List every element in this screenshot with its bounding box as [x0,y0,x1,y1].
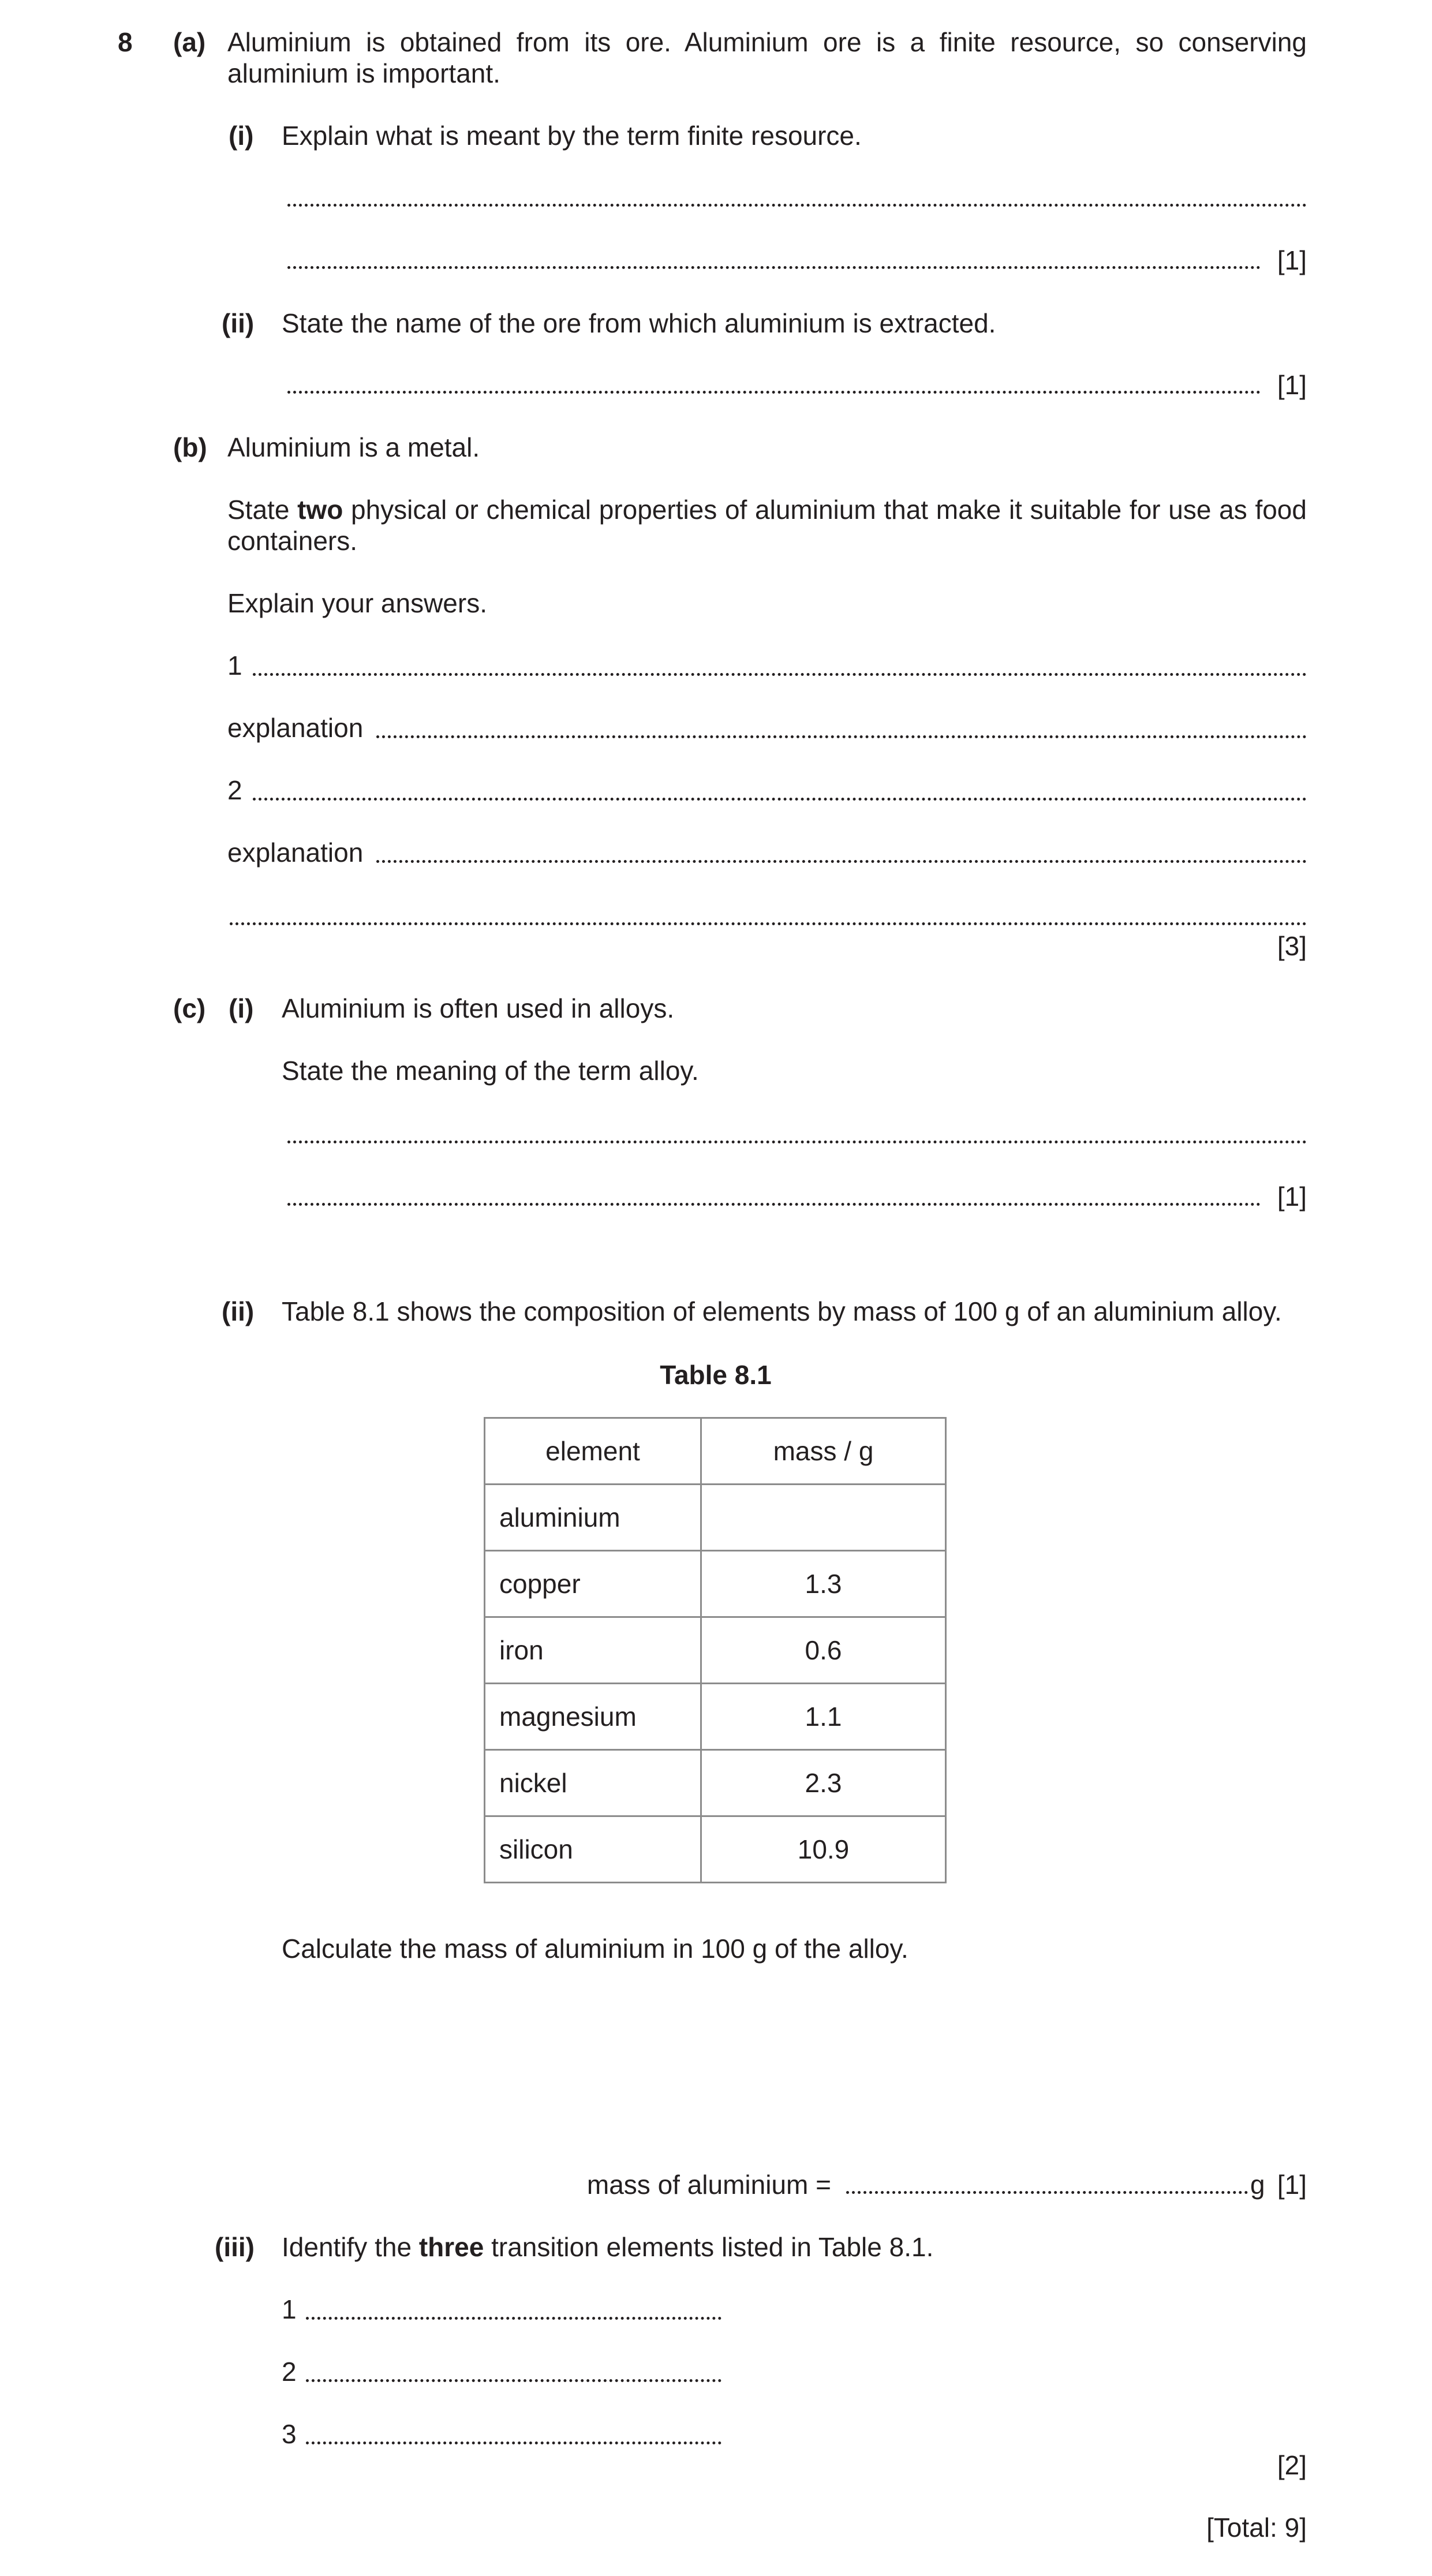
answer-line-c-i-2[interactable] [287,1203,1261,1206]
part-c-iii-item3-label: 3 [282,2419,297,2449]
part-c-iii-text: Identify the three transition elements listed in Table 8.1. [282,2232,934,2262]
marks-c-i: [1] [1277,1182,1307,1212]
answer-line-a-ii[interactable] [287,391,1261,394]
answer-line-a-i-2[interactable] [287,266,1261,269]
table-row [485,1485,946,1551]
part-a-stem-line2: aluminium is important. [227,58,500,88]
answer-line-mass-aluminium[interactable] [846,2191,1248,2194]
cell-mass: 10.9 [701,1816,946,1883]
answer-line-b-explanation1[interactable] [376,735,1307,738]
part-b-text3: Explain your answers. [227,588,487,618]
answer-line-b-2[interactable] [253,798,1307,801]
table-title: Table 8.1 [660,1360,772,1390]
table-header-row [485,1418,946,1485]
answer-line-b-extra[interactable] [230,922,1307,925]
cell-mass [701,1485,946,1551]
part-a-ii-label: (ii) [222,308,255,338]
marks-c-ii: [1] [1277,2170,1307,2200]
marks-a-ii: [1] [1277,370,1307,400]
marks-a-i: [1] [1277,245,1307,275]
answer-line-b-1[interactable] [253,673,1307,676]
answer-line-c-iii-3[interactable] [306,2442,721,2444]
part-c-ii-text: Table 8.1 shows the composition of elements by mass of 100 g of an aluminium alloy. [282,1296,1282,1326]
answer-unit-g: g [1250,2170,1265,2200]
part-b-explanation1-label: explanation [227,713,364,743]
marks-c-iii: [2] [1277,2450,1307,2480]
cell-mass: 1.1 [701,1684,946,1750]
part-a-i-text: Explain what is meant by the term finite resource. [282,121,862,151]
cell-element: copper [485,1551,701,1617]
part-c-i-text2: State the meaning of the term alloy. [282,1056,699,1086]
cell-mass: 1.3 [701,1551,946,1617]
cell-element: nickel [485,1750,701,1816]
header-mass: mass / g [701,1418,946,1485]
part-b-item2-label: 2 [227,775,242,805]
part-c-iii-item2-label: 2 [282,2357,297,2387]
answer-line-b-explanation2[interactable] [376,860,1307,863]
table-row [485,1816,946,1883]
total-marks: [Total: 9] [1206,2513,1307,2543]
part-b-explanation2-label: explanation [227,838,364,868]
part-c-iii-item1-label: 1 [282,2294,297,2324]
table-row [485,1750,946,1816]
part-a-label: (a) [173,27,206,57]
part-a-i-label: (i) [229,121,254,151]
table-row [485,1684,946,1750]
answer-label-mass-aluminium: mass of aluminium = [586,2170,831,2200]
part-b-label: (b) [173,432,207,462]
part-a-stem-line1: Aluminium is obtained from its ore. Aluminium ore is a finite resource, so conserving [227,27,1307,57]
part-c-iii-label: (iii) [215,2232,255,2262]
question-number: 8 [118,27,133,57]
marks-b: [3] [1277,931,1307,961]
answer-line-a-i-1[interactable] [287,204,1307,207]
part-b-text2-line1: State two physical or chemical properties of aluminium that make it suitable for use as food [227,495,1307,525]
cell-element: silicon [485,1816,701,1883]
part-a-ii-text: State the name of the ore from which aluminium is extracted. [282,308,996,338]
part-c-ii-calc-text: Calculate the mass of aluminium in 100 g of the alloy. [282,1934,908,1964]
cell-element: magnesium [485,1684,701,1750]
answer-line-c-iii-1[interactable] [306,2317,721,2320]
cell-mass: 0.6 [701,1617,946,1684]
header-element: element [485,1418,701,1485]
part-c-label: (c) [173,993,206,1023]
part-b-item1-label: 1 [227,650,242,681]
part-c-i-label: (i) [229,993,254,1023]
cell-element: aluminium [485,1485,701,1551]
part-c-ii-label: (ii) [222,1296,255,1326]
composition-table [484,1417,947,1883]
cell-mass: 2.3 [701,1750,946,1816]
part-c-i-text1: Aluminium is often used in alloys. [282,993,675,1023]
part-b-text1: Aluminium is a metal. [227,432,480,462]
answer-line-c-iii-2[interactable] [306,2379,721,2382]
table-row [485,1551,946,1617]
cell-element: iron [485,1617,701,1684]
table-row [485,1617,946,1684]
part-b-text2-line2: containers. [227,526,358,556]
answer-line-c-i-1[interactable] [287,1141,1307,1143]
